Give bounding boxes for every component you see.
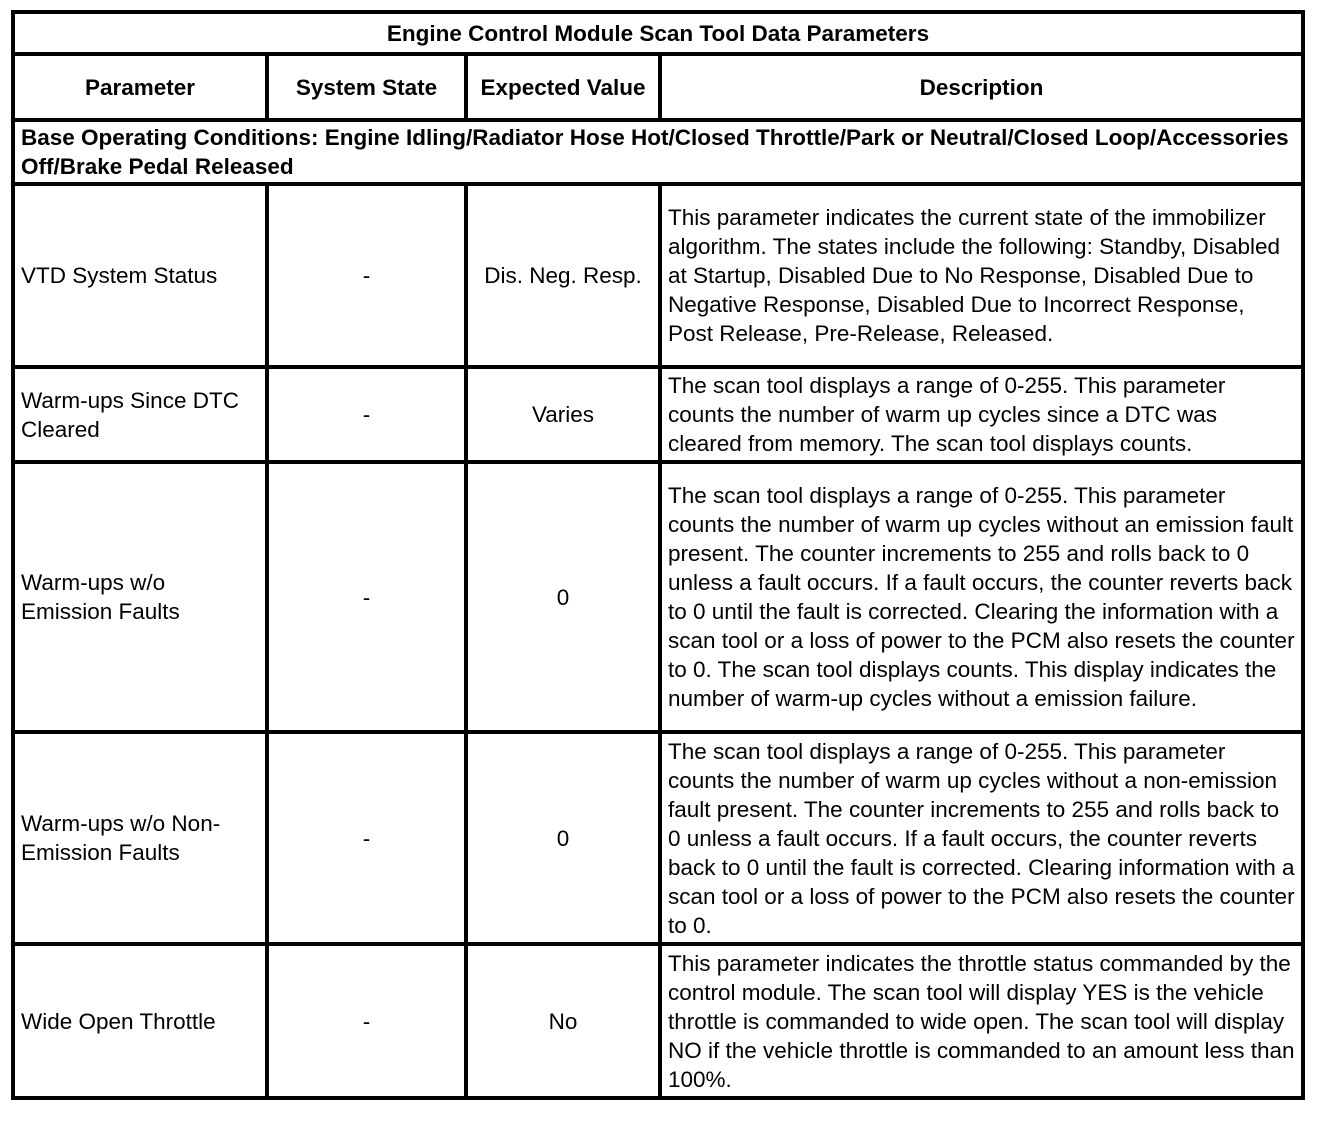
description-cell: The scan tool displays a range of 0-255. This parameter counts the number of warm up cycles since a DTC was cleared from memory. The scan tool displays counts. bbox=[660, 367, 1303, 462]
system-state-cell: - bbox=[267, 462, 466, 732]
base-operating-conditions: Base Operating Conditions: Engine Idling/Radiator Hose Hot/Closed Throttle/Park or Neutral/Closed Loop/Accessories Off/Brake Pedal Released bbox=[13, 120, 1303, 184]
table-row bbox=[13, 462, 1303, 732]
scan-tool-data-table bbox=[11, 10, 1305, 1100]
system-state-cell: - bbox=[267, 732, 466, 944]
system-state-cell: - bbox=[267, 944, 466, 1098]
table-row bbox=[13, 732, 1303, 944]
conditions-row bbox=[13, 120, 1303, 184]
expected-value-cell: 0 bbox=[466, 732, 660, 944]
table-row bbox=[13, 944, 1303, 1098]
expected-value-cell: No bbox=[466, 944, 660, 1098]
table-title: Engine Control Module Scan Tool Data Parameters bbox=[13, 12, 1303, 54]
parameter-cell: Warm-ups Since DTC Cleared bbox=[13, 367, 267, 462]
description-cell: This parameter indicates the throttle status commanded by the control module. The scan tool will display YES is the vehicle throttle is commanded to wide open. The scan tool will display NO if the vehicle throttle is commanded to an amount less than 100%. bbox=[660, 944, 1303, 1098]
header-expected-value: Expected Value bbox=[466, 54, 660, 120]
description-cell: This parameter indicates the current state of the immobilizer algorithm. The states include the following: Standby, Disabled at Startup, Disabled Due to No Response, Disabled Due to Negative Response, Disabled Due to Incorrect Response, Post Release, Pre-Release, Released. bbox=[660, 184, 1303, 367]
table-row bbox=[13, 184, 1303, 367]
parameter-cell: VTD System Status bbox=[13, 184, 267, 367]
expected-value-cell: Varies bbox=[466, 367, 660, 462]
header-system-state: System State bbox=[267, 54, 466, 120]
header-row bbox=[13, 54, 1303, 120]
parameter-cell: Warm-ups w/o Non-Emission Faults bbox=[13, 732, 267, 944]
description-cell: The scan tool displays a range of 0-255. This parameter counts the number of warm up cycles without an emission fault present. The counter increments to 255 and rolls back to 0 unless a fault occurs. If a fault occurs, the counter reverts back to 0 until the fault is corrected. Clearing the information with a scan tool or a loss of power to the PCM also resets the counter to 0. The scan tool displays counts. This display indicates the number of warm-up cycles without a emission failure. bbox=[660, 462, 1303, 732]
expected-value-cell: 0 bbox=[466, 462, 660, 732]
table-row bbox=[13, 367, 1303, 462]
title-row bbox=[13, 12, 1303, 54]
system-state-cell: - bbox=[267, 367, 466, 462]
system-state-cell: - bbox=[267, 184, 466, 367]
description-cell: The scan tool displays a range of 0-255. This parameter counts the number of warm up cycles without a non-emission fault present. The counter increments to 255 and rolls back to 0 unless a fault occurs. If a fault occurs, the counter reverts back to 0 until the fault is corrected. Clearing information with a scan tool or a loss of power to the PCM also resets the counter to 0. bbox=[660, 732, 1303, 944]
header-parameter: Parameter bbox=[13, 54, 267, 120]
parameter-cell: Wide Open Throttle bbox=[13, 944, 267, 1098]
header-description: Description bbox=[660, 54, 1303, 120]
expected-value-cell: Dis. Neg. Resp. bbox=[466, 184, 660, 367]
parameter-cell: Warm-ups w/o Emission Faults bbox=[13, 462, 267, 732]
